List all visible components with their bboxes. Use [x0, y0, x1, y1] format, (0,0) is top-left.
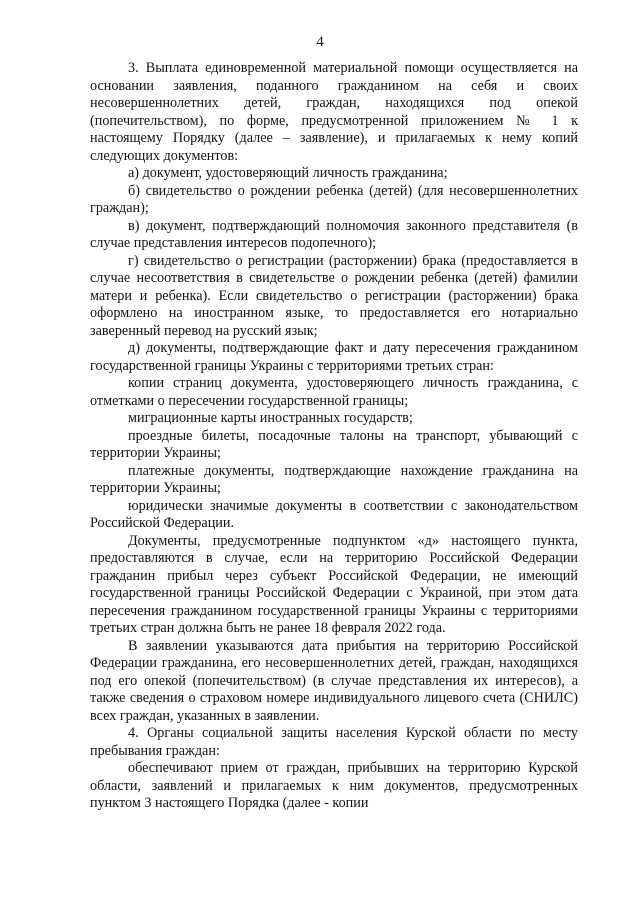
paragraph-3-intro: 3. Выплата единовременной материальной помощи осуществляется на основании заявления, поданного гражданином на себя и своих несовершеннолетних детей, граждан, находящихся под опекой (попечительством), по форме, предусмотренной приложением № 1 к настоящему Порядку (далее – заявление), и прилагаемых к нему копий следующих документов:: [90, 60, 578, 164]
sub-item-legal-documents: юридически значимые документы в соответствии с законодательством Российской Федерации.: [90, 497, 578, 531]
paragraph-application-contents: В заявлении указываются дата прибытия на территорию Российской Федерации гражданина, его несовершеннолетних детей, граждан, находящихся под его опекой (попечительством) (в случае представления их интересов), а также сведения о страховом номере индивидуального лицевого счета (СНИЛС) всех граждан, указанных в заявлении.: [90, 637, 578, 724]
sub-item-passport-copies: копии страниц документа, удостоверяющего личность гражданина, с отметками о пересечении государственной границы;: [90, 375, 578, 409]
sub-item-payment-documents: платежные документы, подтверждающие нахождение гражданина на территории Украины;: [90, 462, 578, 496]
paragraph-4-intro: 4. Органы социальной защиты населения Курской области по месту пребывания граждан:: [90, 725, 578, 759]
list-item-g: г) свидетельство о регистрации (расторжении) брака (предоставляется в случае несоответствия в свидетельстве о рождении ребенка (детей) фамилии матери и ребенка). Если свидетельство о регистрации (расторжении) брака оформлено на иностранном языке, то предоставляется его нотариально заверенный перевод на русский язык;: [90, 252, 578, 339]
sub-item-tickets: проездные билеты, посадочные талоны на транспорт, убывающий с территории Украины;: [90, 427, 578, 461]
page-number: 4: [316, 34, 324, 50]
list-item-v: в) документ, подтверждающий полномочия законного представителя (в случае представления интересов подопечного);: [90, 217, 578, 251]
list-item-d: д) документы, подтверждающие факт и дату пересечения гражданином государственной границы Украины с территориями третьих стран:: [90, 340, 578, 374]
list-item-b: б) свидетельство о рождении ребенка (детей) (для несовершеннолетних граждан);: [90, 182, 578, 216]
list-item-a: а) документ, удостоверяющий личность гражданина;: [128, 165, 448, 181]
paragraph-4-reception: обеспечивают прием от граждан, прибывших на территорию Курской области, заявлений и прилагаемых к ним документов, предусмотренных пунктом 3 настоящего Порядка (далее - копии: [90, 760, 578, 811]
paragraph-documents-note: Документы, предусмотренные подпунктом «д» настоящего пункта, предоставляются в случае, если на территорию Российской Федерации гражданин прибыл через субъект Российской Федерации, не имеющий государственной границы Российской Федерации с Украиной, при этом дата пересечения гражданином государственной границы Украины с территориями третьих стран должна быть не ранее 18 февраля 2022 года.: [90, 532, 578, 636]
body-text: [90, 60, 578, 813]
sub-item-migration-cards: миграционные карты иностранных государств;: [128, 410, 413, 426]
